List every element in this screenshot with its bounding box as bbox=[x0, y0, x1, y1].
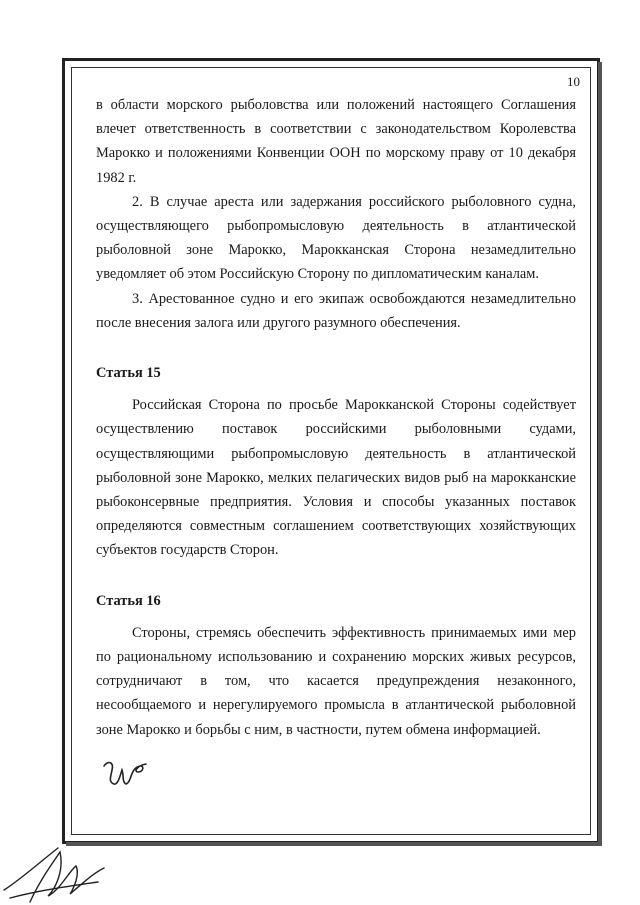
page-border-shadow-right bbox=[598, 62, 602, 846]
handwritten-initials bbox=[100, 752, 150, 792]
page-number: 10 bbox=[567, 74, 580, 89]
handwritten-signature bbox=[0, 840, 110, 905]
article-15-text: Российская Сторона по просьбе Марокканской Стороны содействует осуществлению поставок российскими рыболовными судами, осуществляющими рыбопромысловую деятельность в атлантической рыболовной зоне Марокко, мелких пелагических видов рыб на марокканские рыбоконсервные предприятия. Условия и способы указанных поставок определяются совместным соглашением соответствующих хозяйствующих субъектов государств Сторон. bbox=[96, 397, 576, 559]
article-16-text: Стороны, стремясь обеспечить эффективность принимаемых ими мер по рациональному использованию и сохранению морских живых ресурсов, сотрудничают в том, что касается предупреждения незаконного, несообщаемого и нерегулируемого промысла в атлантической рыболовной зоне Марокко и борьбы с ним, в частности, путем обмена информацией. bbox=[96, 624, 576, 738]
paragraph-continuation: в области морского рыболовства или положений настоящего Соглашения влечет ответственность в соответствии с законодательством Королевства Марокко и положениями Конвенции ООН по морскому праву от 10 декабря 1982 г. bbox=[96, 97, 576, 186]
paragraph-clause-2: 2. В случае ареста или задержания российского рыболовного судна, осуществляющего рыбопромысловую деятельность в атлантической рыболовной зоне Марокко, Марокканская Сторона незамедлительно уведомляет об этом Российскую Сторону по дипломатическим каналам. bbox=[96, 193, 576, 283]
article-15-heading: Статья 15 bbox=[96, 365, 161, 382]
document-body bbox=[96, 93, 576, 742]
paragraph-clause-3: 3. Арестованное судно и его экипаж освобождаются незамедлительно после внесения залога или другого разумного обеспечения. bbox=[96, 290, 576, 331]
article-16-heading: Статья 16 bbox=[96, 592, 161, 609]
page-border-shadow-bottom bbox=[66, 842, 602, 846]
